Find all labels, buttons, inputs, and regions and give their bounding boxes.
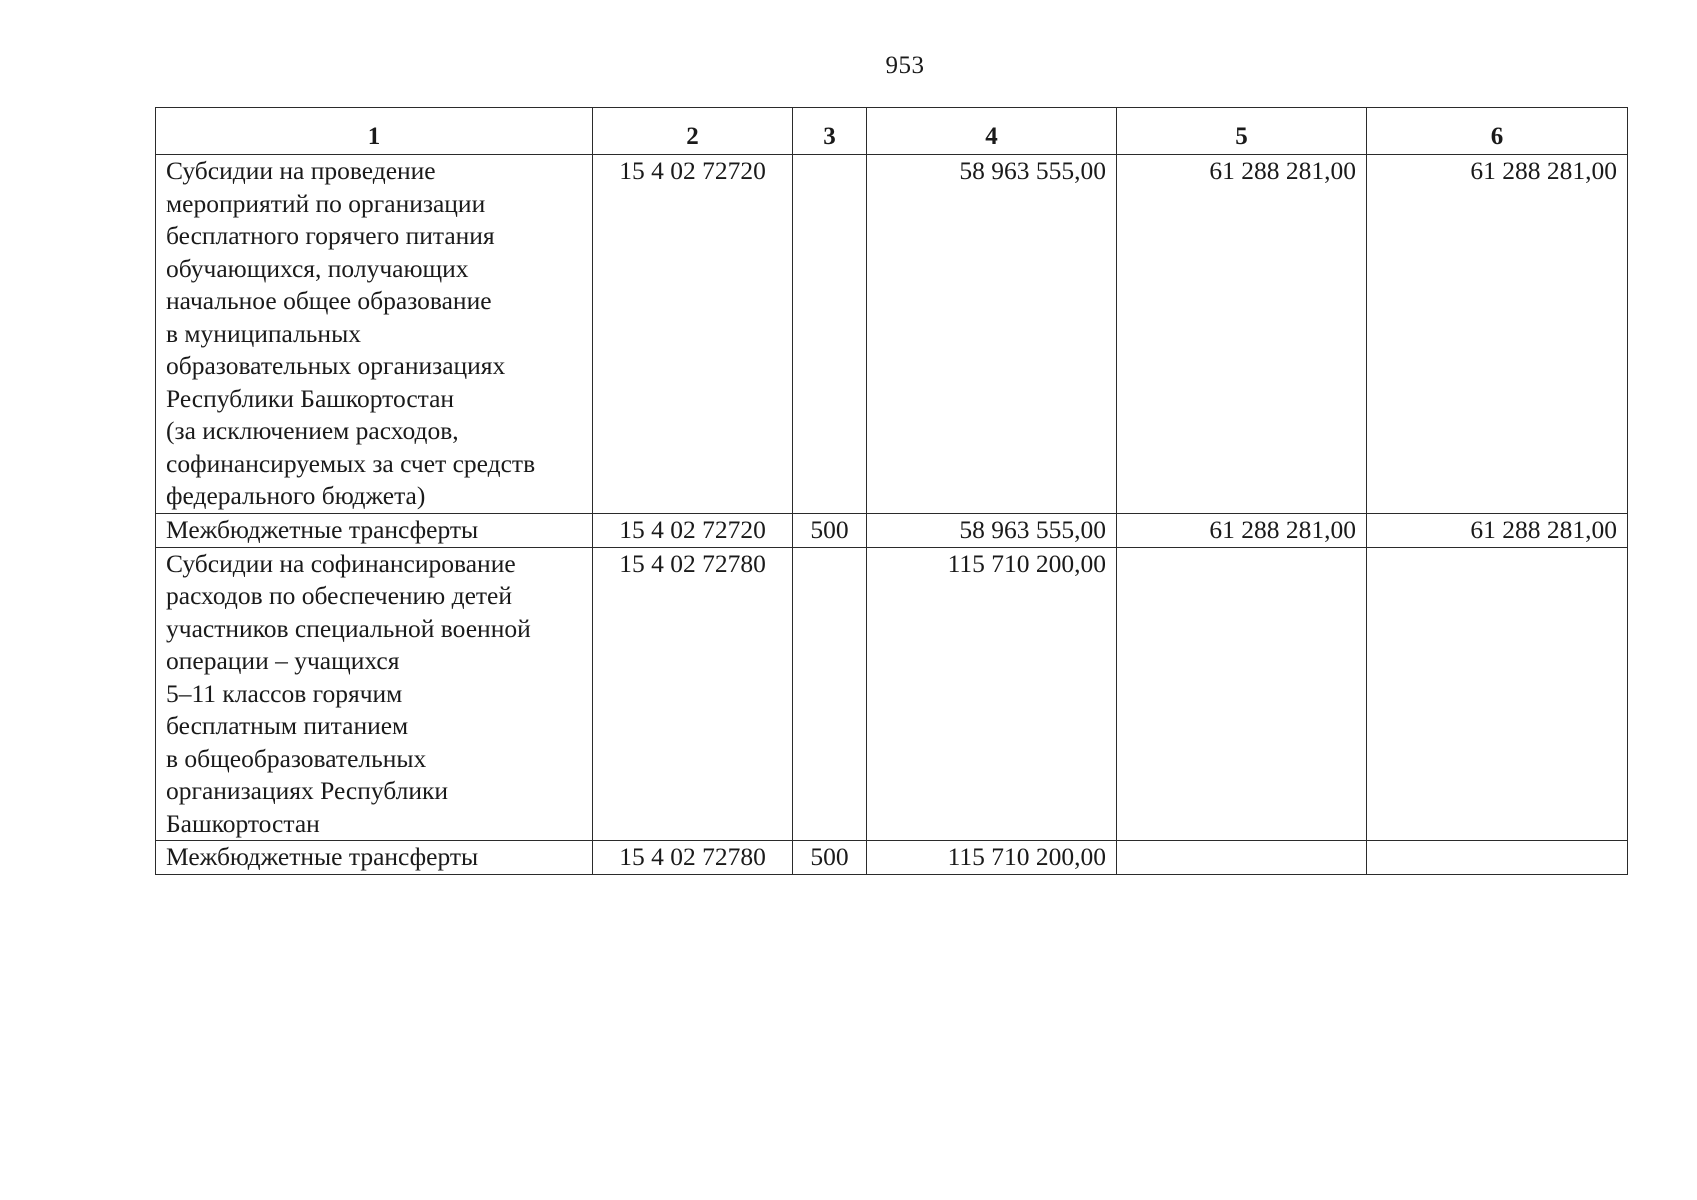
row-sum-year-1: 115 710 200,00 xyxy=(867,547,1117,841)
row-sum-year-3: 61 288 281,00 xyxy=(1367,155,1628,514)
budget-table xyxy=(155,107,1628,875)
row-expense-type xyxy=(793,547,867,841)
row-expense-type: 500 xyxy=(793,513,867,547)
row-sum-year-1: 58 963 555,00 xyxy=(867,155,1117,514)
header-col-4: 4 xyxy=(867,108,1117,155)
table-row xyxy=(156,841,1628,875)
page-number: 953 xyxy=(885,52,925,79)
row-name: Субсидии на проведение мероприятий по организации бесплатного горячего питания обучающихся, получающих начальное общее образование в муниципальных образовательных организациях Республики Башкортостан (за исключением расходов, софинансируемых за счет средств федерального бюджета) xyxy=(156,155,593,514)
row-name: Межбюджетные трансферты xyxy=(156,513,593,547)
row-target-code: 15 4 02 72720 xyxy=(593,155,793,514)
row-name: Межбюджетные трансферты xyxy=(156,841,593,875)
row-sum-year-3: 61 288 281,00 xyxy=(1367,513,1628,547)
table-row xyxy=(156,155,1628,514)
row-target-code: 15 4 02 72780 xyxy=(593,841,793,875)
table-header-row xyxy=(156,108,1628,155)
row-sum-year-2 xyxy=(1117,547,1367,841)
row-expense-type: 500 xyxy=(793,841,867,875)
row-target-code: 15 4 02 72720 xyxy=(593,513,793,547)
table-row xyxy=(156,513,1628,547)
table-row xyxy=(156,547,1628,841)
row-name: Субсидии на софинансирование расходов по обеспечению детей участников специальной военной операции – учащихся 5–11 классов горячим бесплатным питанием в общеобразовательных организациях Республики Башкортостан xyxy=(156,547,593,841)
row-sum-year-1: 58 963 555,00 xyxy=(867,513,1117,547)
row-sum-year-1: 115 710 200,00 xyxy=(867,841,1117,875)
header-col-2: 2 xyxy=(593,108,793,155)
row-target-code: 15 4 02 72780 xyxy=(593,547,793,841)
header-col-1: 1 xyxy=(156,108,593,155)
row-sum-year-3 xyxy=(1367,547,1628,841)
header-col-5: 5 xyxy=(1117,108,1367,155)
row-sum-year-2: 61 288 281,00 xyxy=(1117,513,1367,547)
row-sum-year-3 xyxy=(1367,841,1628,875)
row-expense-type xyxy=(793,155,867,514)
header-col-3: 3 xyxy=(793,108,867,155)
row-sum-year-2 xyxy=(1117,841,1367,875)
row-sum-year-2: 61 288 281,00 xyxy=(1117,155,1367,514)
header-col-6: 6 xyxy=(1367,108,1628,155)
